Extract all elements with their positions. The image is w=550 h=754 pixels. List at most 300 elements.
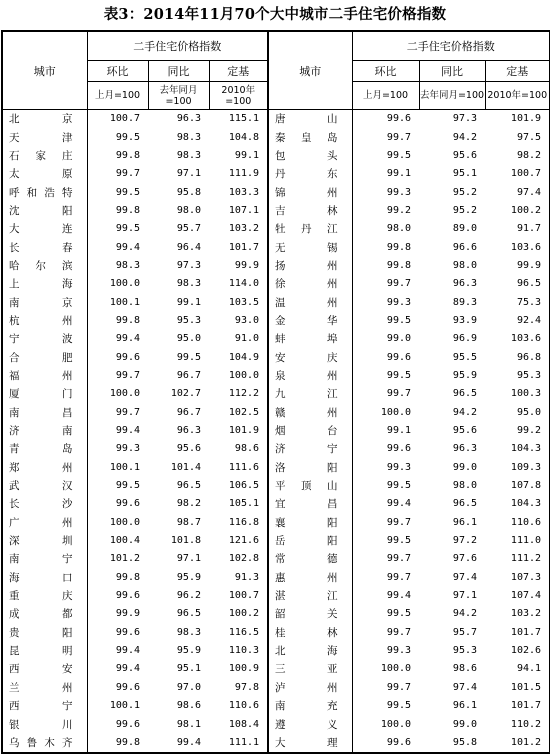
left-city-cell: 上 海 bbox=[2, 275, 87, 293]
left-yoy-cell: 95.6 bbox=[176, 443, 201, 455]
left-mom-cell: 99.5 bbox=[115, 480, 140, 492]
left-base-cell: 121.6 bbox=[228, 535, 260, 547]
left-base-cell: 93.0 bbox=[234, 314, 260, 326]
left-yoy-cell: 99.1 bbox=[176, 296, 201, 308]
left-yoy-cell: 98.6 bbox=[176, 700, 201, 712]
right-mom-cell: 99.8 bbox=[386, 241, 412, 253]
left-city-cell: 大 连 bbox=[2, 220, 87, 238]
right-city-cell: 安 庆 bbox=[268, 348, 352, 366]
left-yoy-cell: 96.3 bbox=[176, 425, 201, 437]
right-city-cell: 遵 义 bbox=[268, 715, 352, 733]
right-mom-cell: 99.3 bbox=[386, 186, 412, 198]
base-unit-right: 2010年=100 bbox=[485, 82, 550, 110]
table-row bbox=[2, 422, 550, 440]
left-city-cell: 长 沙 bbox=[2, 495, 87, 513]
base-header-right: 定基 bbox=[485, 61, 550, 82]
right-yoy-cell: 97.3 bbox=[452, 113, 478, 125]
right-yoy-cell: 96.3 bbox=[452, 443, 478, 455]
right-base-cell: 75.3 bbox=[485, 293, 550, 311]
table-row bbox=[2, 459, 550, 477]
right-mom-cell: 99.5 bbox=[386, 535, 412, 547]
left-mom-cell: 99.7 bbox=[115, 168, 140, 180]
left-mom-cell: 99.4 bbox=[115, 663, 140, 675]
right-mom-cell: 99.3 bbox=[386, 461, 412, 473]
yoy-unit-right: 去年同月=100 bbox=[419, 82, 485, 110]
right-base-cell: 95.3 bbox=[485, 367, 550, 385]
right-base-cell: 110.6 bbox=[485, 514, 550, 532]
right-yoy-cell: 93.9 bbox=[452, 314, 478, 326]
left-mom-cell: 99.5 bbox=[115, 223, 140, 235]
right-base-cell: 91.7 bbox=[485, 220, 550, 238]
right-city-cell: 常 德 bbox=[268, 550, 352, 568]
right-mom-cell: 99.3 bbox=[386, 645, 412, 657]
right-city-cell: 泉 州 bbox=[268, 367, 352, 385]
left-yoy-cell: 96.3 bbox=[176, 113, 201, 125]
left-base-cell: 110.3 bbox=[228, 645, 260, 657]
right-mom-cell: 99.5 bbox=[386, 608, 412, 620]
right-yoy-cell: 97.4 bbox=[452, 681, 478, 693]
right-city-cell: 秦皇岛 bbox=[268, 128, 352, 146]
right-mom-cell: 99.7 bbox=[386, 131, 412, 143]
left-base-cell: 100.7 bbox=[228, 590, 260, 602]
table-row bbox=[2, 257, 550, 275]
left-yoy-cell: 95.3 bbox=[176, 314, 201, 326]
left-city-cell: 武 汉 bbox=[2, 477, 87, 495]
left-city-cell: 南 宁 bbox=[2, 550, 87, 568]
left-yoy-cell: 98.3 bbox=[176, 149, 201, 161]
right-base-cell: 94.1 bbox=[485, 660, 550, 678]
table-row bbox=[2, 238, 550, 256]
table-row bbox=[2, 734, 550, 753]
right-yoy-cell: 97.6 bbox=[452, 553, 478, 565]
left-mom-cell: 100.4 bbox=[109, 535, 140, 547]
right-base-cell: 100.2 bbox=[485, 202, 550, 220]
left-base-cell: 116.5 bbox=[228, 626, 260, 638]
right-mom-cell: 99.7 bbox=[386, 388, 412, 400]
left-yoy-cell: 95.1 bbox=[176, 663, 201, 675]
right-base-cell: 110.2 bbox=[485, 715, 550, 733]
left-city-cell: 沈 阳 bbox=[2, 202, 87, 220]
table-row bbox=[2, 293, 550, 311]
left-base-cell: 111.1 bbox=[209, 734, 268, 753]
right-city-cell: 襄 阳 bbox=[268, 514, 352, 532]
left-base-cell: 110.6 bbox=[228, 700, 260, 712]
table-row bbox=[2, 587, 550, 605]
left-yoy-cell: 98.3 bbox=[176, 278, 201, 290]
left-city-cell: 西 安 bbox=[2, 660, 87, 678]
right-base-cell: 99.2 bbox=[485, 422, 550, 440]
right-yoy-cell: 95.9 bbox=[452, 369, 478, 381]
right-base-cell: 101.7 bbox=[485, 697, 550, 715]
left-mom-cell: 101.2 bbox=[109, 553, 140, 565]
right-mom-cell: 100.0 bbox=[380, 663, 412, 675]
right-yoy-cell: 95.6 bbox=[452, 425, 478, 437]
right-yoy-cell: 95.7 bbox=[452, 626, 478, 638]
right-city-cell: 南 充 bbox=[268, 697, 352, 715]
left-base-cell: 104.8 bbox=[228, 131, 260, 143]
table-row bbox=[2, 128, 550, 146]
left-city-cell: 昆 明 bbox=[2, 642, 87, 660]
left-base-cell: 103.5 bbox=[228, 296, 260, 308]
right-city-cell: 韶 关 bbox=[268, 605, 352, 623]
left-yoy-cell: 99.4 bbox=[148, 734, 209, 753]
left-mom-cell: 99.5 bbox=[115, 131, 140, 143]
table-row bbox=[2, 202, 550, 220]
right-base-cell: 100.3 bbox=[485, 385, 550, 403]
right-yoy-cell: 95.1 bbox=[452, 168, 478, 180]
left-base-cell: 108.4 bbox=[228, 718, 260, 730]
right-mom-cell: 100.0 bbox=[380, 406, 412, 418]
left-yoy-cell: 98.7 bbox=[176, 516, 201, 528]
left-mom-cell: 99.6 bbox=[115, 718, 140, 730]
left-base-cell: 98.6 bbox=[234, 443, 260, 455]
right-city-cell: 唐 山 bbox=[268, 110, 352, 129]
left-base-cell: 111.9 bbox=[228, 168, 260, 180]
right-yoy-cell: 96.1 bbox=[452, 516, 478, 528]
left-mom-cell: 100.0 bbox=[109, 278, 140, 290]
left-mom-cell: 99.4 bbox=[115, 333, 140, 345]
table-row bbox=[2, 367, 550, 385]
table-row bbox=[2, 440, 550, 458]
city-column-header-left: 城市 bbox=[2, 31, 87, 110]
left-city-cell: 厦 门 bbox=[2, 385, 87, 403]
left-base-cell: 101.7 bbox=[228, 241, 260, 253]
right-base-cell: 107.4 bbox=[485, 587, 550, 605]
right-mom-cell: 99.4 bbox=[386, 498, 412, 510]
left-mom-cell: 100.0 bbox=[109, 388, 140, 400]
mom-unit-right: 上月=100 bbox=[352, 82, 419, 110]
left-mom-cell: 99.3 bbox=[115, 443, 140, 455]
right-mom-cell: 99.7 bbox=[386, 516, 412, 528]
left-city-cell: 郑 州 bbox=[2, 459, 87, 477]
left-mom-cell: 100.7 bbox=[109, 113, 140, 125]
yoy-header-right: 同比 bbox=[419, 61, 485, 82]
left-base-cell: 101.9 bbox=[228, 425, 260, 437]
right-city-cell: 泸 州 bbox=[268, 679, 352, 697]
yoy-header-left: 同比 bbox=[148, 61, 209, 82]
left-city-cell: 福 州 bbox=[2, 367, 87, 385]
left-yoy-cell: 95.9 bbox=[176, 571, 201, 583]
left-base-cell: 107.1 bbox=[228, 204, 260, 216]
right-city-cell: 吉 林 bbox=[268, 202, 352, 220]
right-mom-cell: 99.0 bbox=[386, 333, 412, 345]
right-mom-cell: 99.5 bbox=[386, 149, 412, 161]
table-row bbox=[2, 642, 550, 660]
right-city-cell: 北 海 bbox=[268, 642, 352, 660]
left-mom-cell: 99.8 bbox=[87, 734, 148, 753]
table-row bbox=[2, 715, 550, 733]
left-mom-cell: 99.6 bbox=[115, 590, 140, 602]
base-header-left: 定基 bbox=[209, 61, 268, 82]
right-yoy-cell: 97.2 bbox=[452, 535, 478, 547]
left-yoy-cell: 96.5 bbox=[176, 608, 201, 620]
table-row bbox=[2, 312, 550, 330]
left-mom-cell: 100.1 bbox=[109, 700, 140, 712]
right-mom-cell: 99.7 bbox=[386, 681, 412, 693]
left-city-cell: 石家庄 bbox=[2, 147, 87, 165]
right-mom-cell: 99.7 bbox=[386, 571, 412, 583]
left-city-cell: 长 春 bbox=[2, 238, 87, 256]
right-yoy-cell: 94.2 bbox=[452, 131, 478, 143]
left-mom-cell: 99.6 bbox=[115, 351, 140, 363]
table-row bbox=[2, 495, 550, 513]
table-row bbox=[2, 147, 550, 165]
left-yoy-cell: 99.5 bbox=[176, 351, 201, 363]
left-mom-cell: 99.4 bbox=[115, 241, 140, 253]
right-yoy-cell: 94.2 bbox=[452, 406, 478, 418]
right-base-cell: 92.4 bbox=[485, 312, 550, 330]
table-row bbox=[2, 330, 550, 348]
right-city-cell: 锦 州 bbox=[268, 183, 352, 201]
right-base-cell: 99.9 bbox=[485, 257, 550, 275]
left-mom-cell: 99.4 bbox=[115, 425, 140, 437]
right-yoy-cell: 89.0 bbox=[452, 223, 478, 235]
right-base-cell: 111.0 bbox=[485, 532, 550, 550]
right-mom-cell: 99.7 bbox=[386, 626, 412, 638]
left-base-cell: 114.0 bbox=[228, 278, 260, 290]
left-base-cell: 97.8 bbox=[234, 681, 260, 693]
yoy-unit-left: 去年同月=100 bbox=[148, 82, 209, 110]
left-mom-cell: 99.4 bbox=[115, 645, 140, 657]
right-yoy-cell: 95.8 bbox=[419, 734, 485, 753]
left-yoy-cell: 97.0 bbox=[176, 681, 201, 693]
left-yoy-cell: 95.7 bbox=[176, 223, 201, 235]
left-yoy-cell: 98.2 bbox=[176, 498, 201, 510]
group-header-right: 二手住宅价格指数 bbox=[352, 31, 550, 61]
right-base-cell: 103.6 bbox=[485, 238, 550, 256]
right-city-cell: 牡丹江 bbox=[268, 220, 352, 238]
table-row bbox=[2, 660, 550, 678]
table-row bbox=[2, 569, 550, 587]
table-row bbox=[2, 165, 550, 183]
left-city-cell: 青 岛 bbox=[2, 440, 87, 458]
table-row bbox=[2, 514, 550, 532]
right-yoy-cell: 89.3 bbox=[452, 296, 478, 308]
table-row bbox=[2, 477, 550, 495]
right-base-cell: 104.3 bbox=[485, 440, 550, 458]
left-yoy-cell: 96.7 bbox=[176, 369, 201, 381]
left-mom-cell: 100.1 bbox=[109, 461, 140, 473]
mom-header-left: 环比 bbox=[87, 61, 148, 82]
left-mom-cell: 99.5 bbox=[115, 186, 140, 198]
left-base-cell: 103.2 bbox=[228, 223, 260, 235]
right-mom-cell: 99.6 bbox=[386, 113, 412, 125]
right-yoy-cell: 95.6 bbox=[452, 149, 478, 161]
left-mom-cell: 99.8 bbox=[115, 149, 140, 161]
right-mom-cell: 99.5 bbox=[386, 700, 412, 712]
right-yoy-cell: 96.9 bbox=[452, 333, 478, 345]
left-mom-cell: 99.6 bbox=[115, 681, 140, 693]
table-row bbox=[2, 697, 550, 715]
right-base-cell: 102.6 bbox=[485, 642, 550, 660]
right-yoy-cell: 95.2 bbox=[452, 204, 478, 216]
left-yoy-cell: 95.0 bbox=[176, 333, 201, 345]
left-city-cell: 广 州 bbox=[2, 514, 87, 532]
right-mom-cell: 99.5 bbox=[386, 480, 412, 492]
left-city-cell: 乌鲁木齐 bbox=[2, 734, 87, 753]
table-row bbox=[2, 404, 550, 422]
left-base-cell: 102.5 bbox=[228, 406, 260, 418]
right-base-cell: 101.7 bbox=[485, 624, 550, 642]
right-mom-cell: 99.2 bbox=[386, 204, 412, 216]
right-yoy-cell: 98.6 bbox=[452, 663, 478, 675]
right-yoy-cell: 98.0 bbox=[452, 480, 478, 492]
left-base-cell: 106.5 bbox=[228, 480, 260, 492]
left-yoy-cell: 97.1 bbox=[176, 168, 201, 180]
left-yoy-cell: 95.8 bbox=[176, 186, 201, 198]
right-mom-cell: 99.5 bbox=[386, 314, 412, 326]
left-city-cell: 呼和浩特 bbox=[2, 183, 87, 201]
left-city-cell: 南 昌 bbox=[2, 404, 87, 422]
left-base-cell: 116.8 bbox=[228, 516, 260, 528]
left-mom-cell: 100.1 bbox=[109, 296, 140, 308]
right-city-cell: 烟 台 bbox=[268, 422, 352, 440]
right-mom-cell: 100.0 bbox=[380, 718, 412, 730]
right-city-cell: 宜 昌 bbox=[268, 495, 352, 513]
left-yoy-cell: 101.8 bbox=[170, 535, 201, 547]
table-row bbox=[2, 110, 550, 129]
left-base-cell: 115.1 bbox=[228, 113, 260, 125]
right-base-cell: 107.8 bbox=[485, 477, 550, 495]
table-title: 表3：2014年11月70个大中城市二手住宅价格指数 bbox=[103, 6, 447, 23]
right-city-cell: 包 头 bbox=[268, 147, 352, 165]
table-row bbox=[2, 550, 550, 568]
right-base-cell: 97.5 bbox=[485, 128, 550, 146]
left-base-cell: 91.0 bbox=[234, 333, 260, 345]
right-city-cell: 金 华 bbox=[268, 312, 352, 330]
left-mom-cell: 99.7 bbox=[115, 369, 140, 381]
right-city-cell: 平顶山 bbox=[268, 477, 352, 495]
left-yoy-cell: 97.1 bbox=[176, 553, 201, 565]
right-yoy-cell: 96.5 bbox=[452, 498, 478, 510]
left-city-cell: 海 口 bbox=[2, 569, 87, 587]
right-mom-cell: 99.4 bbox=[386, 590, 412, 602]
right-base-cell: 101.2 bbox=[485, 734, 550, 753]
left-base-cell: 112.2 bbox=[228, 388, 260, 400]
left-city-cell: 深 圳 bbox=[2, 532, 87, 550]
right-city-cell: 无 锡 bbox=[268, 238, 352, 256]
table-row bbox=[2, 275, 550, 293]
city-column-header-right: 城市 bbox=[268, 31, 352, 110]
left-base-cell: 100.2 bbox=[228, 608, 260, 620]
right-yoy-cell: 95.2 bbox=[452, 186, 478, 198]
right-base-cell: 104.3 bbox=[485, 495, 550, 513]
right-yoy-cell: 99.0 bbox=[452, 461, 478, 473]
right-yoy-cell: 98.0 bbox=[452, 259, 478, 271]
left-city-cell: 太 原 bbox=[2, 165, 87, 183]
right-yoy-cell: 96.3 bbox=[452, 278, 478, 290]
left-yoy-cell: 98.0 bbox=[176, 204, 201, 216]
left-base-cell: 100.9 bbox=[228, 663, 260, 675]
left-base-cell: 91.3 bbox=[234, 571, 260, 583]
left-city-cell: 重 庆 bbox=[2, 587, 87, 605]
left-city-cell: 银 川 bbox=[2, 715, 87, 733]
left-yoy-cell: 98.3 bbox=[176, 626, 201, 638]
left-mom-cell: 99.6 bbox=[115, 498, 140, 510]
left-mom-cell: 99.9 bbox=[115, 608, 140, 620]
right-city-cell: 惠 州 bbox=[268, 569, 352, 587]
table-row bbox=[2, 183, 550, 201]
right-base-cell: 101.9 bbox=[485, 110, 550, 129]
right-yoy-cell: 95.5 bbox=[452, 351, 478, 363]
right-city-cell: 济 宁 bbox=[268, 440, 352, 458]
left-yoy-cell: 95.9 bbox=[176, 645, 201, 657]
right-base-cell: 96.5 bbox=[485, 275, 550, 293]
left-city-cell: 南 京 bbox=[2, 293, 87, 311]
left-base-cell: 111.6 bbox=[228, 461, 260, 473]
right-mom-cell: 99.6 bbox=[352, 734, 419, 753]
right-city-cell: 赣 州 bbox=[268, 404, 352, 422]
left-yoy-cell: 98.1 bbox=[176, 718, 201, 730]
left-yoy-cell: 101.4 bbox=[170, 461, 201, 473]
right-city-cell: 九 江 bbox=[268, 385, 352, 403]
left-city-cell: 兰 州 bbox=[2, 679, 87, 697]
right-city-cell: 大 理 bbox=[268, 734, 352, 753]
right-yoy-cell: 96.5 bbox=[452, 388, 478, 400]
right-mom-cell: 99.1 bbox=[386, 425, 412, 437]
left-yoy-cell: 96.5 bbox=[176, 480, 201, 492]
right-city-cell: 蚌 埠 bbox=[268, 330, 352, 348]
right-yoy-cell: 94.2 bbox=[452, 608, 478, 620]
mom-header-right: 环比 bbox=[352, 61, 419, 82]
right-city-cell: 三 亚 bbox=[268, 660, 352, 678]
table-row bbox=[2, 624, 550, 642]
left-city-cell: 哈尔滨 bbox=[2, 257, 87, 275]
right-base-cell: 109.3 bbox=[485, 459, 550, 477]
right-mom-cell: 99.7 bbox=[386, 278, 412, 290]
right-mom-cell: 99.6 bbox=[386, 443, 412, 455]
left-yoy-cell: 102.7 bbox=[170, 388, 201, 400]
table-row bbox=[2, 385, 550, 403]
right-mom-cell: 99.5 bbox=[386, 369, 412, 381]
left-yoy-cell: 96.4 bbox=[176, 241, 201, 253]
base-unit-left: 2010年=100 bbox=[209, 82, 268, 110]
right-base-cell: 97.4 bbox=[485, 183, 550, 201]
left-mom-cell: 99.8 bbox=[115, 314, 140, 326]
right-mom-cell: 99.3 bbox=[386, 296, 412, 308]
right-yoy-cell: 97.1 bbox=[452, 590, 478, 602]
right-city-cell: 徐 州 bbox=[268, 275, 352, 293]
right-base-cell: 103.6 bbox=[485, 330, 550, 348]
left-base-cell: 105.1 bbox=[228, 498, 260, 510]
right-mom-cell: 99.1 bbox=[386, 168, 412, 180]
right-city-cell: 岳 阳 bbox=[268, 532, 352, 550]
left-yoy-cell: 96.2 bbox=[176, 590, 201, 602]
left-city-cell: 北 京 bbox=[2, 110, 87, 129]
left-base-cell: 99.1 bbox=[234, 149, 260, 161]
left-city-cell: 天 津 bbox=[2, 128, 87, 146]
right-base-cell: 96.8 bbox=[485, 348, 550, 366]
left-yoy-cell: 96.7 bbox=[176, 406, 201, 418]
right-base-cell: 100.7 bbox=[485, 165, 550, 183]
left-base-cell: 102.8 bbox=[228, 553, 260, 565]
table-row bbox=[2, 348, 550, 366]
table-row bbox=[2, 220, 550, 238]
right-mom-cell: 98.0 bbox=[386, 223, 412, 235]
right-yoy-cell: 96.6 bbox=[452, 241, 478, 253]
left-city-cell: 合 肥 bbox=[2, 348, 87, 366]
right-city-cell: 湛 江 bbox=[268, 587, 352, 605]
right-base-cell: 101.5 bbox=[485, 679, 550, 697]
left-mom-cell: 99.8 bbox=[115, 571, 140, 583]
right-base-cell: 95.0 bbox=[485, 404, 550, 422]
price-index-table bbox=[1, 30, 550, 754]
left-base-cell: 104.9 bbox=[228, 351, 260, 363]
right-yoy-cell: 95.3 bbox=[452, 645, 478, 657]
right-mom-cell: 99.8 bbox=[386, 259, 412, 271]
mom-unit-left: 上月=100 bbox=[87, 82, 148, 110]
right-yoy-cell: 99.0 bbox=[452, 718, 478, 730]
